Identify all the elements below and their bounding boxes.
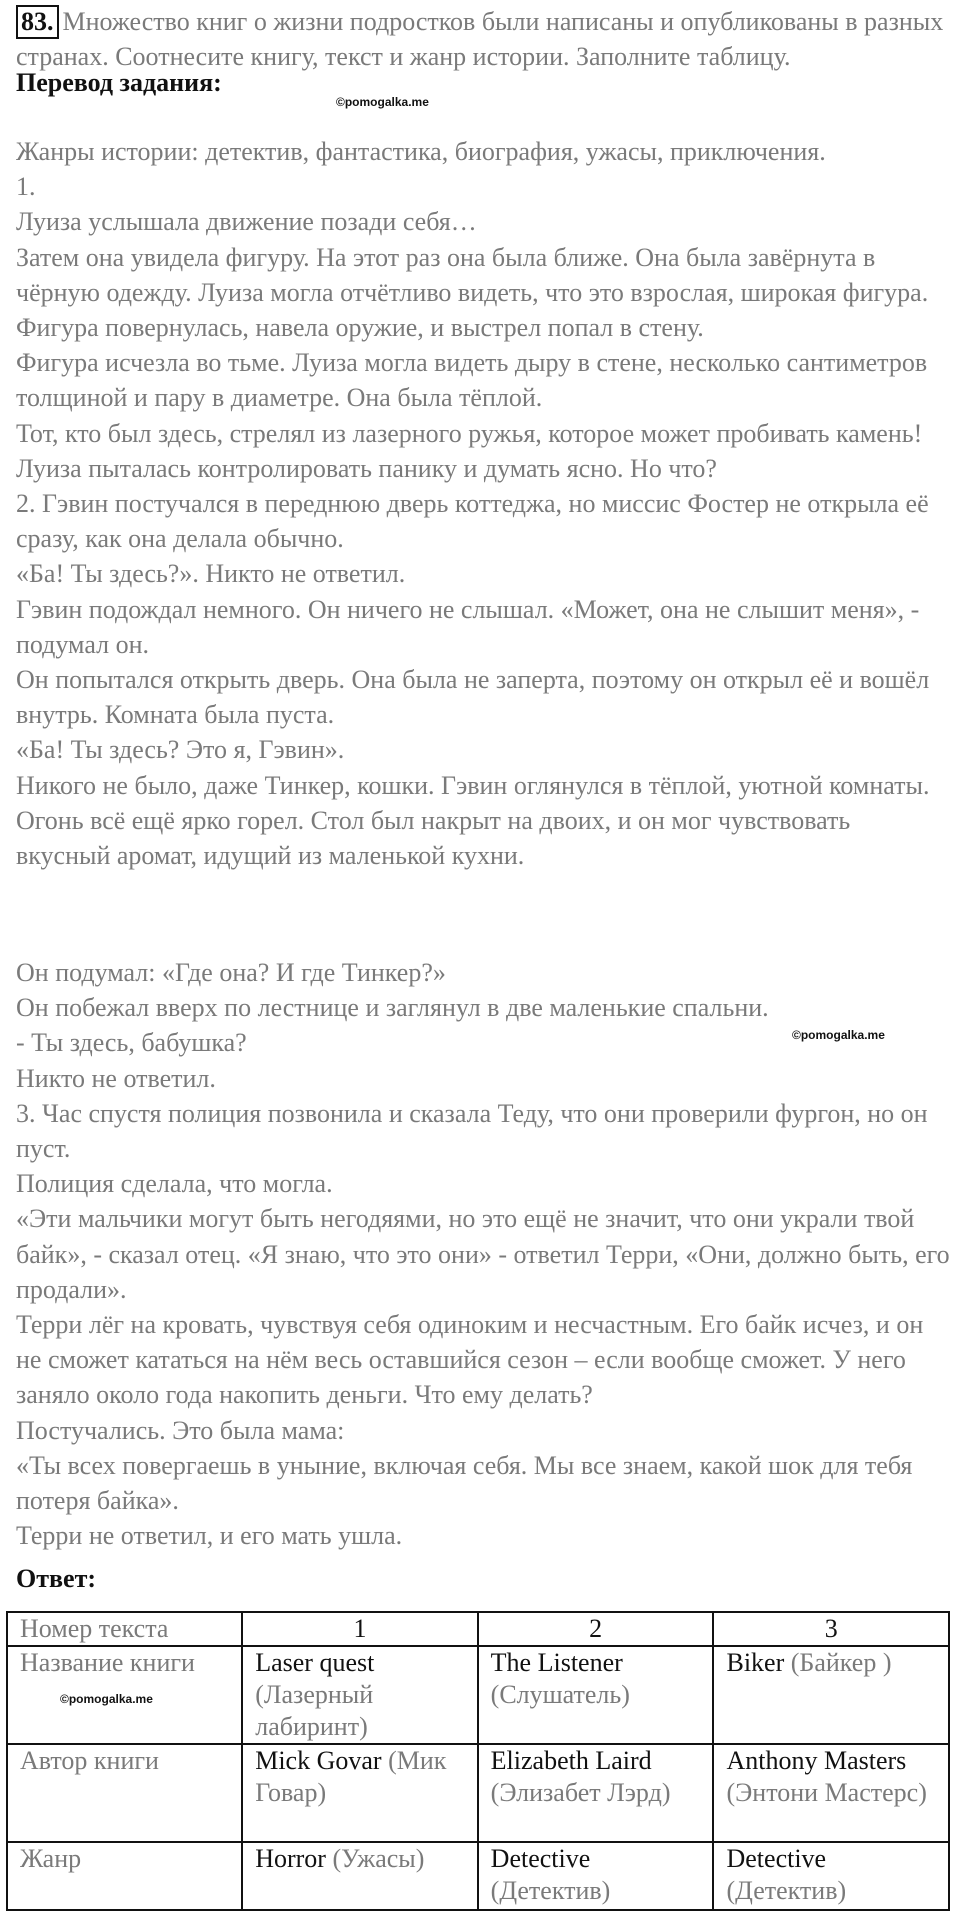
paragraph: «Эти мальчики могут быть негодяями, но это ещё не значит, что они украли твой байк», - сказал отец. «Я знаю, что это они» - ответил Терри, «Они, должно быть, его продали». — [16, 1204, 950, 1304]
table-cell — [713, 1744, 949, 1842]
row-label: Автор книги — [7, 1744, 242, 1842]
answer-heading: Ответ: — [16, 1564, 97, 1593]
cell-russian: (Слушатель) — [490, 1680, 630, 1709]
paragraph: Никого не было, даже Тинкер, кошки. Гэвин оглянулся в тёплой, уютной комнаты. Огонь всё ещё ярко горел. Стол был накрыт на двоих, и он мог чувствовать вкусный аромат, идущий из маленькой кухни. — [16, 770, 930, 871]
paragraph: 1. — [16, 172, 36, 202]
table-cell — [713, 1842, 949, 1910]
paragraph: Никто не ответил. — [16, 1063, 216, 1093]
watermark-3: ©pomogalka.me — [60, 1692, 153, 1706]
paragraph: Терри лёг на кровать, чувствуя себя одиноким и несчастным. Его байк исчез, и он не сможет кататься на нём весь оставшийся сезон – если вообще сможет. У него заняло около года накопить деньги. Что ему делать? — [16, 1310, 924, 1410]
cell-russian: (Мик Говар) — [255, 1746, 447, 1807]
cell-russian: (Лазерный лабиринт) — [255, 1680, 374, 1741]
paragraph: Он побежал вверх по лестнице и заглянул в две маленькие спальни. — [16, 993, 769, 1023]
cell-russian: (Элизабет Лэрд) — [490, 1778, 671, 1807]
cell-russian: (Ужасы) — [325, 1844, 425, 1873]
paragraph: Он подумал: «Где она? И где Тинкер?» — [16, 958, 446, 987]
table-header-cell: 3 — [713, 1612, 949, 1646]
paragraph: «Ба! Ты здесь?». Никто не ответил. — [16, 559, 406, 589]
translation-heading: Перевод задания: — [16, 68, 222, 97]
table-row — [7, 1744, 949, 1842]
table-row — [7, 1646, 949, 1744]
cell-russian: (Энтони Мастерс) — [726, 1778, 927, 1807]
cell-english: Elizabeth Laird — [490, 1746, 652, 1775]
cell-english: Horror — [255, 1844, 326, 1873]
cell-english: Mick Govar — [255, 1746, 382, 1775]
paragraph: Тот, кто был здесь, стрелял из лазерного ружья, которое может пробивать камень! — [16, 418, 923, 448]
paragraph: Фигура исчезла во тьме. Луиза могла видеть дыру в стене, несколько сантиметров толщиной и пару в диаметре. Она была тёплой. — [16, 348, 928, 413]
paragraph: Луиза пыталась контролировать панику и думать ясно. Но что? — [16, 453, 717, 483]
table-header-cell: Номер текста — [7, 1612, 242, 1646]
table-cell — [478, 1744, 714, 1842]
paragraph: Гэвин подождал немного. Он ничего не слышал. «Может, она не слышит меня», - подумал он. — [16, 594, 920, 659]
paragraph: Луиза услышала движение позади себя… — [16, 207, 477, 237]
row-label-text: Название книги — [20, 1648, 195, 1677]
paragraph: «Ба! Ты здесь? Это я, Гэвин». — [16, 735, 345, 765]
paragraph: 3. Час спустя полиция позвонила и сказала Теду, что они проверили фургон, но он пуст. — [16, 1098, 928, 1164]
table-header-row — [7, 1612, 949, 1646]
watermark-2: ©pomogalka.me — [792, 1028, 885, 1042]
table-cell — [242, 1842, 477, 1910]
cell-english: Biker — [726, 1648, 785, 1677]
paragraph: Полиция сделала, что могла. — [16, 1169, 333, 1199]
cell-english: Detective — [490, 1844, 591, 1873]
task-number: 83. — [16, 5, 59, 39]
paragraph: Затем она увидела фигуру. На этот раз она была ближе. Она была завёрнута в чёрную одежду. Луиза могла отчётливо видеть, что это взрослая, широкая фигура. — [16, 242, 929, 307]
table-cell — [713, 1646, 949, 1744]
paragraph: 2. Гэвин постучался в переднюю дверь коттеджа, но миссис Фостер не открыла её сразу, как она делала обычно. — [16, 489, 929, 554]
table-header-cell: 2 — [478, 1612, 714, 1646]
paragraph: «Ты всех повергаешь в уныние, включая себя. Мы все знаем, какой шок для тебя потеря байка». — [16, 1450, 913, 1516]
cell-english: Anthony Masters — [726, 1746, 907, 1775]
cell-russian: (Байкер ) — [784, 1648, 892, 1677]
cell-russian: (Детектив) — [726, 1876, 847, 1905]
paragraph: Он попытался открыть дверь. Она была не заперта, поэтому он открыл её и вошёл внутрь. Комната была пуста. — [16, 665, 930, 730]
row-label: Жанр — [7, 1842, 242, 1910]
table-cell — [478, 1646, 714, 1744]
table-cell — [478, 1842, 714, 1910]
table-cell — [242, 1646, 477, 1744]
translation-text-part-2 — [16, 955, 951, 1553]
table-cell — [242, 1744, 477, 1842]
paragraph: Терри не ответил, и его мать ушла. — [16, 1521, 403, 1551]
cell-russian: (Детектив) — [490, 1876, 611, 1905]
paragraph: Постучались. Это была мама: — [16, 1415, 345, 1445]
task-text: Множество книг о жизни подростков были написаны и опубликованы в разных странах. Соотнесите книгу, текст и жанр истории. Заполните таблицу. — [16, 7, 944, 71]
paragraph: - Ты здесь, бабушка? — [16, 1028, 247, 1058]
answer-table — [6, 1611, 950, 1911]
paragraph: Фигура повернулась, навела оружие, и выстрел попал в стену. — [16, 313, 704, 343]
cell-english: Laser quest — [255, 1648, 375, 1677]
row-label — [7, 1646, 242, 1744]
cell-english: The Listener — [490, 1648, 623, 1677]
task-statement — [16, 4, 951, 74]
watermark-1: ©pomogalka.me — [336, 95, 429, 109]
cell-english: Detective — [726, 1844, 827, 1873]
translation-text-part-1 — [16, 134, 951, 873]
table-row — [7, 1842, 949, 1910]
paragraph: Жанры истории: детектив, фантастика, биография, ужасы, приключения. — [16, 137, 826, 166]
table-header-cell: 1 — [242, 1612, 477, 1646]
